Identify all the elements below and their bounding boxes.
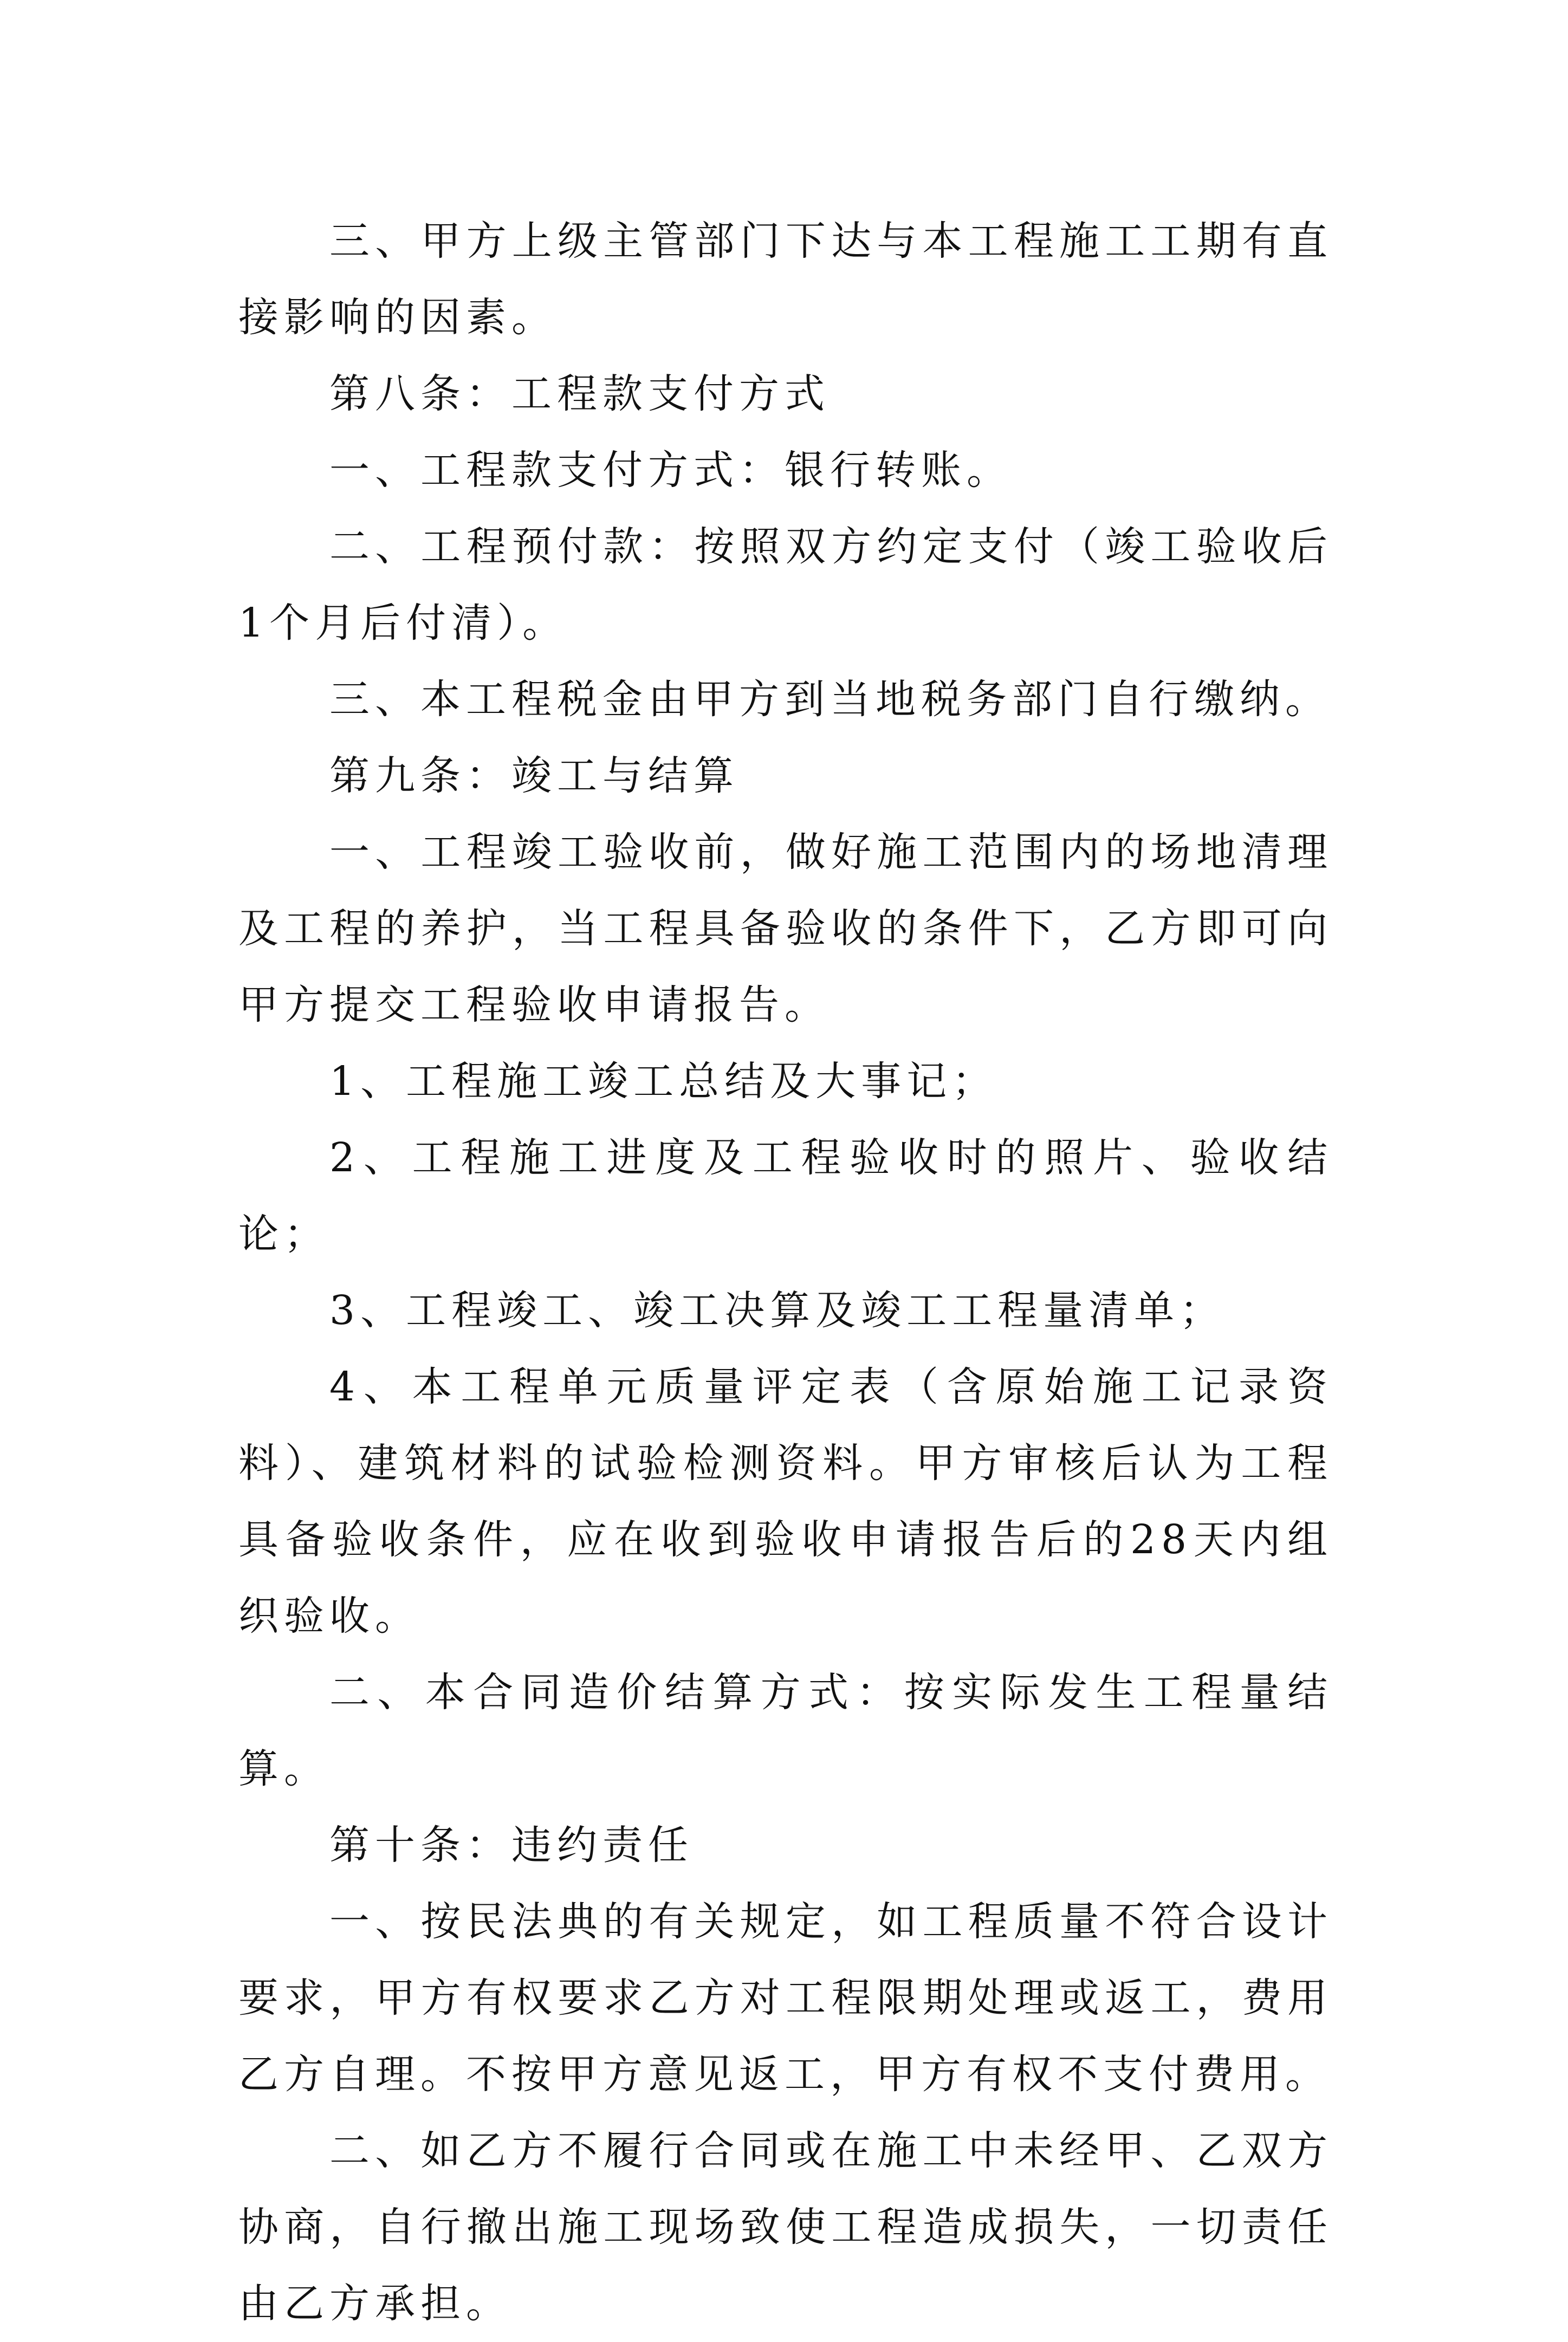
section-heading: 第九条：竣工与结算 — [329, 752, 739, 799]
paragraph: 二、如乙方不履行合同或在施工中未经甲、乙双方协商，自行撤出施工现场致使工程造成损失，一切责任由乙方承担。 — [238, 2127, 1333, 2327]
list-item: 2、工程施工进度及工程验收时的照片、验收结论； — [238, 1134, 1333, 1257]
paragraph: 二、本合同造价结算方式：按实际发生工程量结算。 — [238, 1669, 1333, 1792]
paragraph: 一、按民法典的有关规定，如工程质量不符合设计要求，甲方有权要求乙方对工程限期处理或返工，费用乙方自理。不按甲方意见返工，甲方有权不支付费用。 — [238, 1898, 1333, 2098]
paragraph: 二、工程预付款：按照双方约定支付（竣工验收后1个月后付清）。 — [238, 523, 1333, 646]
document-body — [238, 203, 1333, 2342]
list-item: 3、工程竣工、竣工决算及竣工工程量清单； — [329, 1287, 1226, 1334]
section-heading: 第八条：工程款支付方式 — [329, 371, 830, 417]
paragraph: 三、甲方上级主管部门下达与本工程施工工期有直接影响的因素。 — [238, 218, 1333, 341]
paragraph: 一、工程竣工验收前，做好施工范围内的场地清理及工程的养护，当工程具备验收的条件下，乙方即可向甲方提交工程验收申请报告。 — [238, 829, 1333, 1028]
paragraph: 三、本工程税金由甲方到当地税务部门自行缴纳。 — [329, 676, 1331, 723]
list-item: 4、本工程单元质量评定表（含原始施工记录资料）、建筑材料的试验检测资料。甲方审核后认为工程具备验收条件，应在收到验收申请报告后的28天内组织验收。 — [238, 1364, 1333, 1639]
section-heading: 第十条：违约责任 — [329, 1822, 694, 1869]
paragraph: 一、工程款支付方式：银行转账。 — [329, 447, 1012, 494]
list-item: 1、工程施工竣工总结及大事记； — [329, 1058, 998, 1105]
